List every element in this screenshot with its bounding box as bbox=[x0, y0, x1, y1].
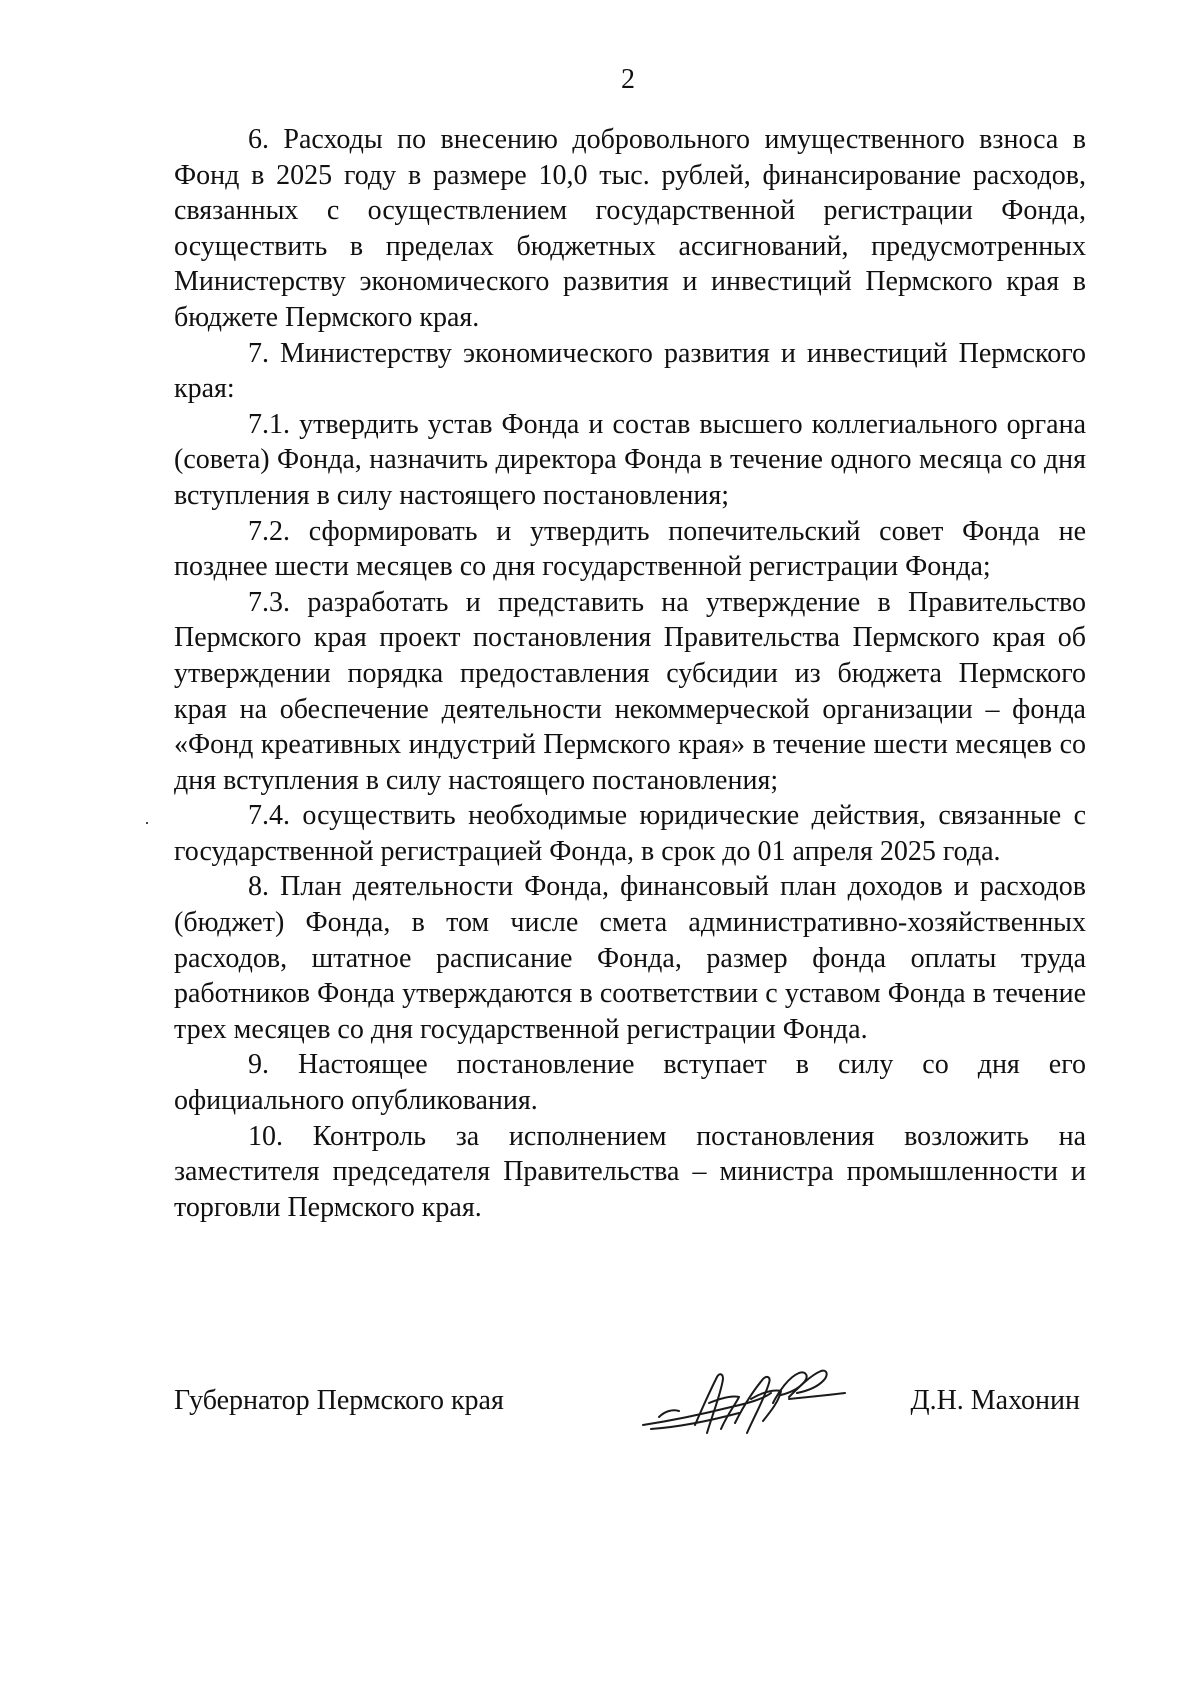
signature-block bbox=[174, 1383, 1086, 1453]
paragraph-7-3: 7.3. разработать и представить на утверждение в Правительство Пермского края проект постановления Правительства Пермского края об утверждении порядка предоставления субсидии из бюджета Пермского края на обеспечение деятельности некоммерческой организации – фонда «Фонд креативных индустрий Пермского края» в течение шести месяцев со дня вступления в силу настоящего постановления; bbox=[174, 586, 1086, 796]
scan-speck bbox=[146, 822, 148, 824]
signer-name: Д.Н. Махонин bbox=[910, 1385, 1080, 1416]
handwritten-signature bbox=[639, 1363, 849, 1445]
page-number: 2 bbox=[621, 64, 635, 95]
paragraph-7-2: 7.2. сформировать и утвердить попечительский совет Фонда не позднее шести месяцев со дня государственной регистрации Фонда; bbox=[174, 515, 1086, 583]
paragraph-7: 7. Министерству экономического развития и инвестиций Пермского края: bbox=[174, 337, 1086, 405]
signer-position: Губернатор Пермского края bbox=[174, 1385, 504, 1416]
paragraph-7-4: 7.4. осуществить необходимые юридические действия, связанные с государственной регистрацией Фонда, в срок до 01 апреля 2025 года. bbox=[174, 800, 1086, 867]
paragraph-6: 6. Расходы по внесению добровольного имущественного взноса в Фонд в 2025 году в размере 10,0 тыс. рублей, финансирование расходов, связанных с осуществлением государственной регистрации Фонда, осуществить в пределах бюджетных ассигнований, предусмотренных Министерству экономического развития и инвестиций Пермского края в бюджете Пермского края. bbox=[174, 124, 1086, 333]
paragraph-10: 10. Контроль за исполнением постановления возложить на заместителя председателя Правительства – министра промышленности и торговли Пермского края. bbox=[174, 1120, 1086, 1223]
paragraph-9: 9. Настоящее постановление вступает в силу со дня его официального опубликования. bbox=[174, 1049, 1086, 1117]
document-body bbox=[174, 122, 1086, 1225]
paragraph-7-1: 7.1. утвердить устав Фонда и состав высшего коллегиального органа (совета) Фонда, назначить директора Фонда в течение одного месяца со дня вступления в силу настоящего постановления; bbox=[174, 408, 1086, 511]
paragraph-8: 8. План деятельности Фонда, финансовый план доходов и расходов (бюджет) Фонда, в том числе смета административно-хозяйственных расходов, штатное расписание Фонда, размер фонда оплаты труда работников Фонда утверждаются в соответствии с уставом Фонда в течение трех месяцев со дня государственной регистрации Фонда. bbox=[174, 871, 1086, 1045]
